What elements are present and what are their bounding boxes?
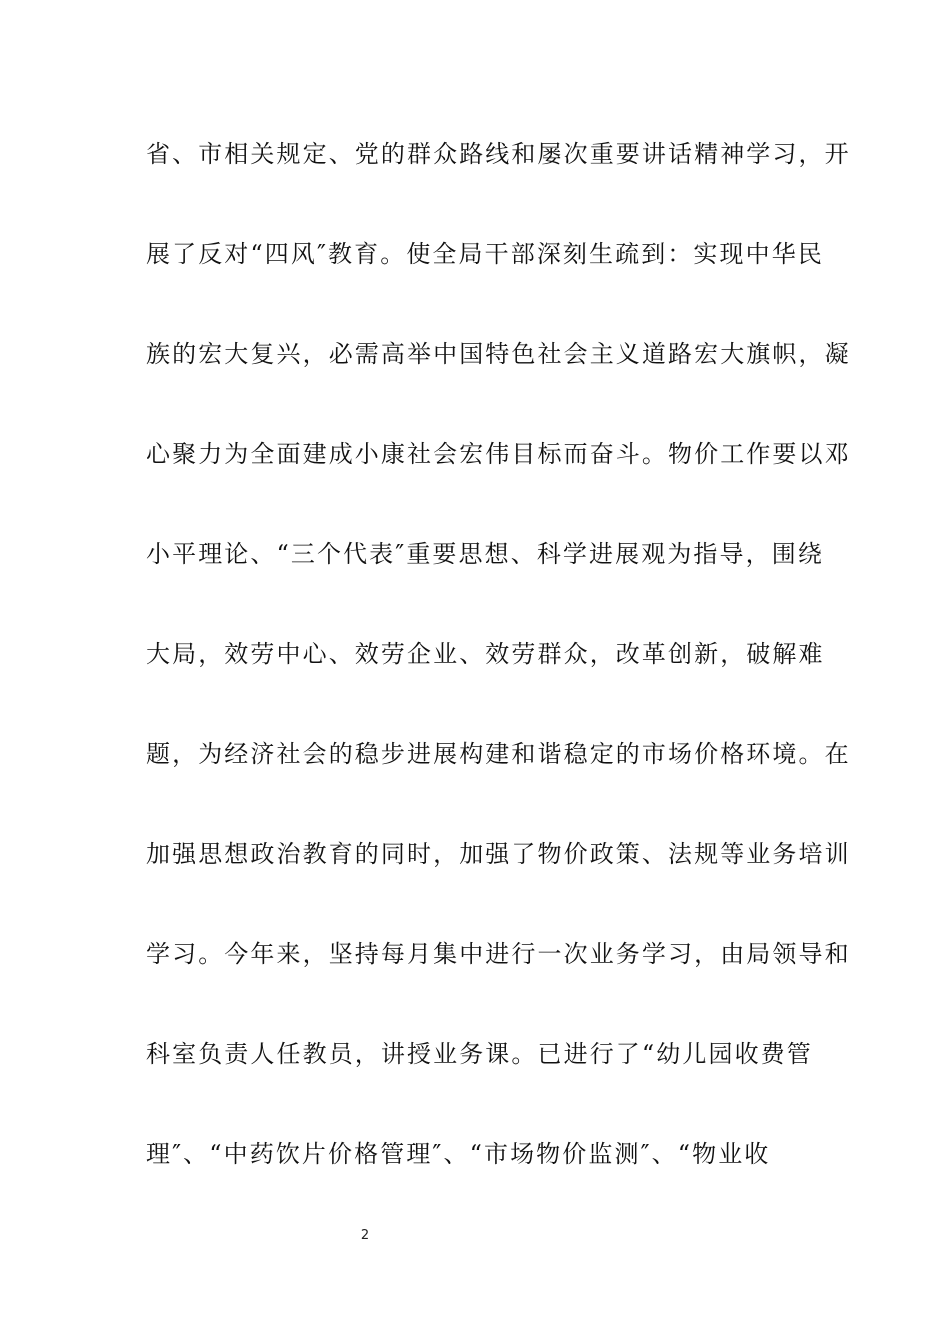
- text-line: 加强思想政治教育的同时，加强了物价政策、法规等业务培训: [146, 840, 851, 868]
- body-text: [146, 126, 851, 1226]
- text-line: 小平理论、“三个代表″重要思想、科学进展观为指导，围绕: [146, 540, 824, 568]
- text-line: 大局，效劳中心、效劳企业、效劳群众，改革创新，破解难: [146, 640, 825, 668]
- text-line: 省、市相关规定、党的群众路线和屡次重要讲话精神学习，开: [146, 140, 851, 168]
- text-line: 科室负责人任教员，讲授业务课。已进行了“幼儿园收费管: [146, 1040, 813, 1068]
- text-line: 展了反对“四风″教育。使全局干部深刻生疏到：实现中华民: [146, 240, 824, 268]
- text-line: 族的宏大复兴，必需高举中国特色社会主义道路宏大旗帜，凝: [146, 340, 851, 368]
- text-line: 心聚力为全面建成小康社会宏伟目标而奋斗。物价工作要以邓: [146, 440, 851, 468]
- page-number: 2: [360, 1228, 370, 1243]
- text-line: 学习。今年来，坚持每月集中进行一次业务学习，由局领导和: [146, 940, 851, 968]
- text-line: 理″、“中药饮片价格管理″、“市场物价监测″、“物业收: [146, 1140, 771, 1168]
- text-line: 题，为经济社会的稳步进展构建和谐稳定的市场价格环境。在: [146, 740, 851, 768]
